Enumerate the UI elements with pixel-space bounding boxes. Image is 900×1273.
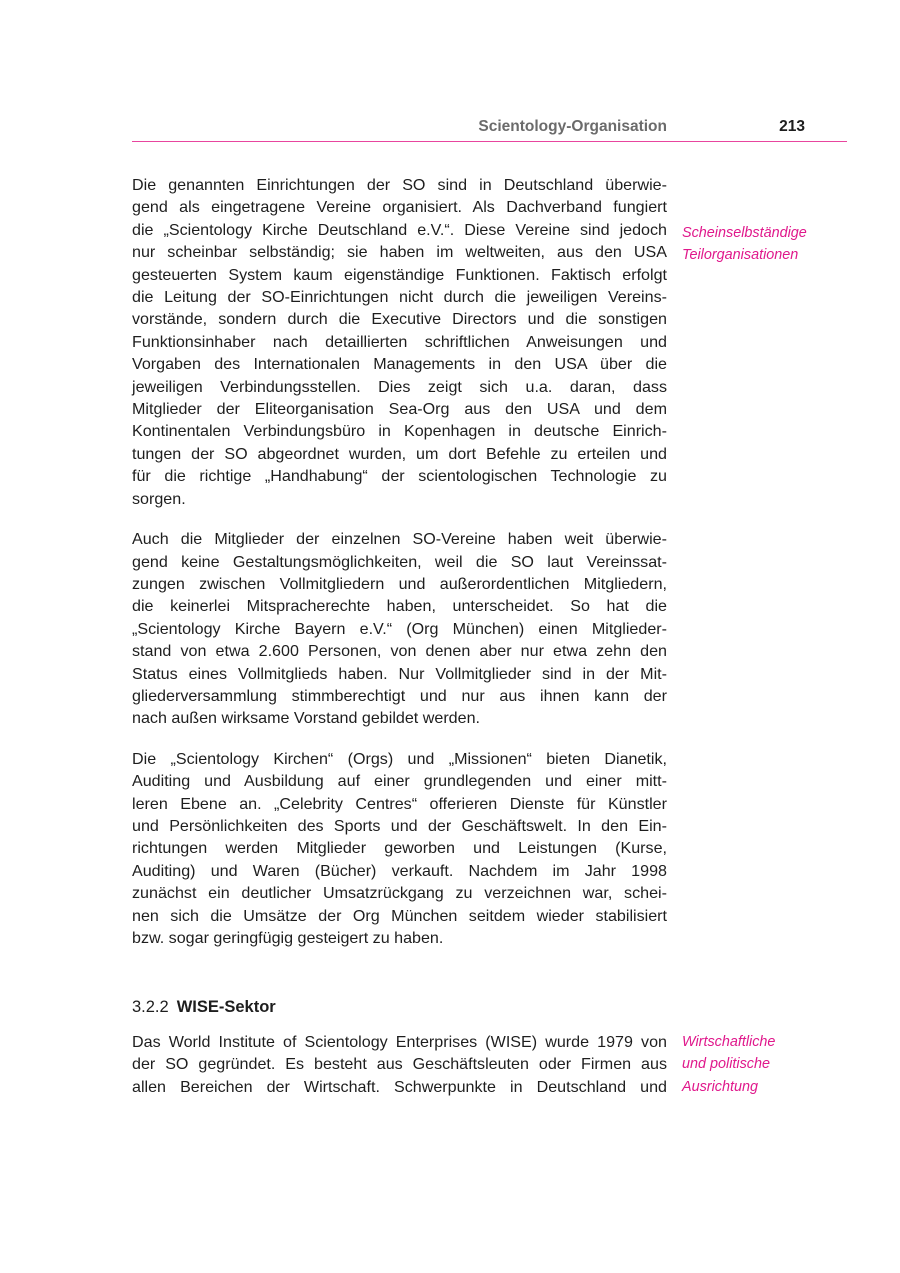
- text-line: die keinerlei Mitspracherechte haben, unterscheidet. So hat die: [132, 597, 667, 616]
- text-line: Auditing) und Waren (Bücher) verkauft. Nachdem im Jahr 1998: [132, 861, 667, 880]
- text-line: Vorgaben des Internationalen Managements in den USA über die: [132, 355, 667, 374]
- text-line: gliederversammlung stimmberechtigt und nur aus ihnen kann der: [132, 686, 667, 705]
- text-line: Die „Scientology Kirchen“ (Orgs) und „Missionen“ bieten Dianetik,: [132, 749, 667, 768]
- text-line: bzw. sogar geringfügig gesteigert zu haben.: [132, 929, 444, 947]
- subsection-title: WISE-Sektor: [176, 998, 276, 1016]
- text-line: vorstände, sondern durch die Executive Directors und die sonstigen: [132, 310, 667, 329]
- text-line: und Persönlichkeiten des Sports und der Geschäftswelt. In den Ein-: [132, 816, 667, 835]
- text-line: gesteuerten System kaum eigenständige Funktionen. Faktisch erfolgt: [132, 265, 667, 284]
- text-line: die „Scientology Kirche Deutschland e.V.“. Diese Vereine sind jedoch: [132, 220, 667, 239]
- text-line: leren Ebene an. „Celebrity Centres“ offerieren Dienste für Künstler: [132, 794, 667, 813]
- paragraph-1: [132, 174, 667, 510]
- margin-note-wirtschaftliche: [682, 1031, 852, 1098]
- paragraph-2: [132, 528, 667, 730]
- subsection-heading: [132, 998, 276, 1017]
- paragraph-3: [132, 748, 667, 950]
- page-number: 213: [779, 118, 805, 135]
- text-line: „Scientology Kirche Bayern e.V.“ (Org München) einen Mitglieder-: [132, 619, 667, 638]
- wise-text-column: [132, 1031, 667, 1116]
- text-line: gend als eingetragene Vereine organisiert. Als Dachverband fungiert: [132, 198, 667, 217]
- text-line: Status eines Vollmitglieds haben. Nur Vollmitglieder sind in der Mit-: [132, 664, 667, 683]
- margin-note-line: Scheinselbständige: [682, 225, 807, 241]
- margin-note-line: Wirtschaftliche: [682, 1034, 776, 1050]
- text-line: Funktionsinhaber nach detaillierten schriftlichen Anweisungen und: [132, 332, 667, 351]
- running-title: Scientology-Organisation: [478, 118, 667, 135]
- margin-note-line: und politische: [682, 1056, 771, 1073]
- text-line: Auditing und Ausbildung auf einer grundlegenden und einer mitt-: [132, 772, 667, 791]
- paragraph-wise: [132, 1031, 667, 1098]
- main-text-column: [132, 174, 667, 967]
- text-line: Auch die Mitglieder der einzelnen SO-Vereine haben weit überwie-: [132, 530, 667, 549]
- text-line: jeweiligen Verbindungsstellen. Dies zeigt sich u.a. daran, dass: [132, 377, 667, 396]
- text-line: stand von etwa 2.600 Personen, von denen aber nur etwa zehn den: [132, 642, 667, 661]
- text-line: richtungen werden Mitglieder geworben und Leistungen (Kurse,: [132, 839, 667, 858]
- margin-note-scheinselbstaendige: [682, 222, 852, 267]
- margin-note-line: Ausrichtung: [682, 1078, 758, 1095]
- text-line: Die genannten Einrichtungen der SO sind in Deutschland überwie-: [132, 176, 667, 194]
- text-line: die Leitung der SO-Einrichtungen nicht durch die jeweiligen Vereins-: [132, 288, 667, 307]
- text-line: zunächst ein deutlicher Umsatzrückgang zu verzeichnen war, schei-: [132, 884, 667, 903]
- subsection-number: 3.2.2: [132, 998, 169, 1016]
- text-line: sorgen.: [132, 489, 186, 508]
- text-line: nach außen wirksame Vorstand gebildet werden.: [132, 709, 481, 728]
- running-head: [132, 117, 847, 142]
- text-line: zungen zwischen Vollmitgliedern und außerordentlichen Mitgliedern,: [132, 574, 667, 593]
- text-line: tungen der SO abgeordnet wurden, um dort Befehle zu erteilen und: [132, 444, 667, 463]
- text-line: für die richtige „Handhabung“ der scientologischen Technologie zu: [132, 467, 667, 486]
- text-line: gend keine Gestaltungsmöglichkeiten, weil die SO laut Vereinssat-: [132, 552, 667, 571]
- text-line: der SO gegründet. Es besteht aus Geschäftsleuten oder Firmen aus: [132, 1055, 667, 1074]
- text-line: Das World Institute of Scientology Enterprises (WISE) wurde 1979 von: [132, 1033, 667, 1051]
- text-line: Mitglieder der Eliteorganisation Sea-Org aus den USA und dem: [132, 400, 667, 419]
- margin-note-line: Teilorganisationen: [682, 247, 799, 264]
- text-line: Kontinentalen Verbindungsbüro in Kopenhagen in deutsche Einrich-: [132, 422, 667, 441]
- text-line: nen sich die Umsätze der Org München seitdem wieder stabilisiert: [132, 906, 667, 925]
- text-line: allen Bereichen der Wirtschaft. Schwerpunkte in Deutschland und: [132, 1077, 667, 1096]
- text-line: nur scheinbar selbständig; sie haben im weltweiten, aus den USA: [132, 243, 667, 262]
